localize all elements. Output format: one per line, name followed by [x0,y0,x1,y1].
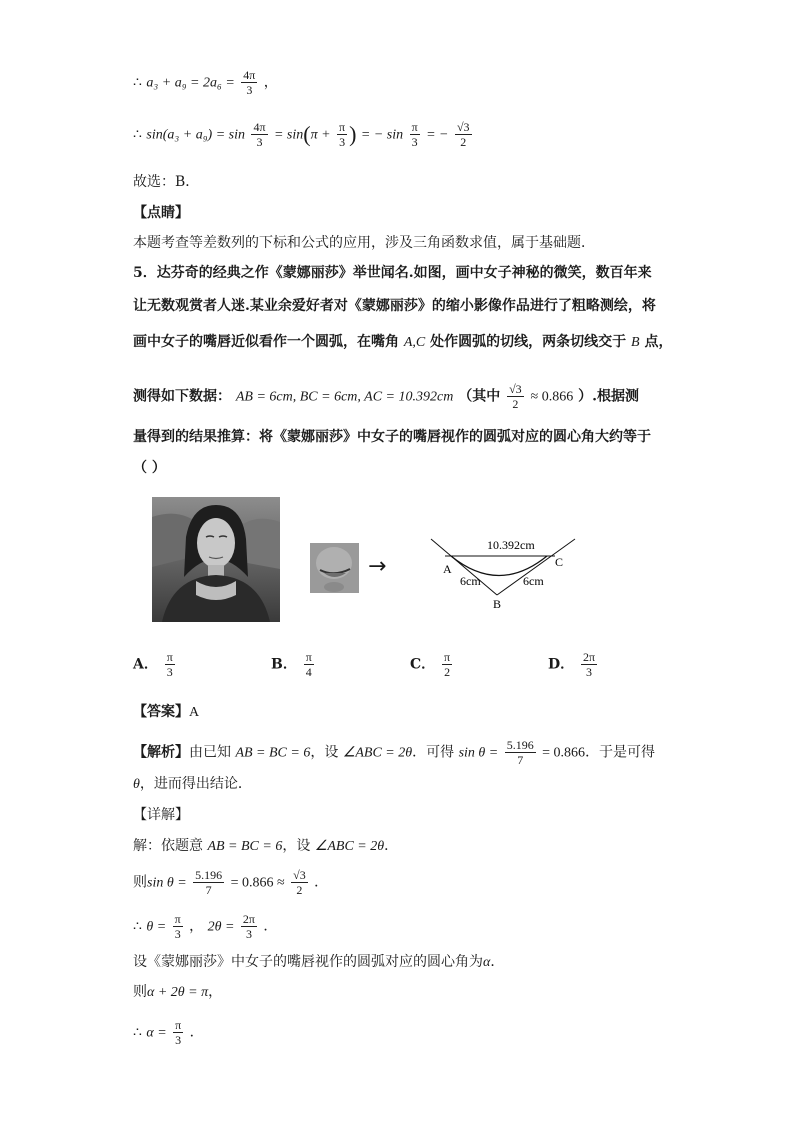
therefore-symbol: ∴ [133,74,142,91]
option-d[interactable]: D． $\frac{2\pi}{3}$ [548,650,596,679]
choose-line: 故选：B． [133,174,200,190]
dianjing-text: 本题考查等差数列的下标和公式的应用，涉及三角函数求值，属于基础题． [133,235,595,251]
detail-heading: 【详解】 [133,807,189,823]
analysis-line-2: θ，进而得出结论． [133,776,252,792]
point-c-label: C [555,555,564,569]
answer-paren: （ ） [133,460,166,476]
question-5-line-2: 让无数观赏者人迷.某业余爱好者对《蒙娜丽莎》的缩小影像作品进行了粗略测绘，将 [133,298,656,314]
question-5-line-4: 测得如下数据： AB = 6cm, BC = 6cm, AC = 10.392cm （其中 $\frac{√3}{2}$ ≈ 0.866 ）.根据测 [133,382,639,411]
fraction: $\frac{4\pi}{3}$ [243,68,256,97]
option-c[interactable]: C． $\frac{\pi}{2}$ [410,650,451,679]
question-5-line-3: 画中女子的嘴唇近似看作一个圆弧，在嘴角 A,C 处作圆弧的切线，两条切线交于 B 点， [133,334,673,350]
detail-line-2: 则sin θ = $\frac{5.196}{7}$ = 0.866 ≈ $\frac{√3}{2}$ ． [133,868,329,897]
arrow-right-icon: → [368,554,387,579]
option-b[interactable]: B． $\frac{\pi}{4}$ [271,650,312,679]
label-bc-length: 6cm [523,574,544,588]
dianjing-heading: 【点睛】 [133,205,189,221]
question-5-line-5: 量得到的结果推算：将《蒙娜丽莎》中女子的嘴唇视作的圆弧对应的圆心角大约等于 [133,429,651,445]
point-b-label: B [493,597,502,611]
eq-sin-line: ∴ sin(a₃ + a₉) = sin $\frac{4\pi}{3}$ = sin(π + $\frac{\pi}{3}$ ) = − sin $\frac{\pi}{3}$ = − $\frac{√3}{2}$ [133,120,470,149]
lip-arc [451,556,547,576]
mona-lisa-image [152,497,280,622]
lips-closeup-image [310,543,359,593]
answer-line [133,702,199,723]
detail-line-6: ∴ α = $\frac{\pi}{3}$ ． [133,1018,204,1047]
question-5-line-1: 5．达芬奇的经典之作《蒙娜丽莎》举世闻名.如图，画中女子神秘的微笑，数百年来 [133,265,652,281]
detail-line-3: ∴ θ = $\frac{\pi}{3}$ ， 2θ = $\frac{2\pi}{3}$ ． [133,912,278,941]
detail-line-5: 则α + 2θ = π， [133,984,223,1000]
label-ab-length: 6cm [460,574,481,588]
tangent-arc-figure [425,533,585,615]
eq-sum-line: ∴ a₃ + a₉ = 2a₆ = $\frac{4\pi}{3}$ ， [133,68,278,97]
point-a-label: A [443,562,452,576]
answer-heading: 【答案】 [133,704,189,720]
detail-line-1: 解：依题意 AB = BC = 6，设 ∠ABC = 2θ． [133,838,399,854]
option-a[interactable]: A． $\frac{\pi}{3}$ [133,650,173,679]
detail-line-4: 设《蒙娜丽莎》中女子的嘴唇视作的圆弧对应的圆心角为α． [133,954,505,970]
therefore-symbol: ∴ [133,126,142,143]
label-ac-length: 10.392cm [487,538,535,552]
answer-value: A [189,705,200,720]
math-expr: a₃ + a₉ = 2a₆ = [146,75,235,91]
analysis-line-1: 【解析】由已知 AB = BC = 6，设 ∠ABC = 2θ．可得 sin θ = $\frac{5.196}{7}$ = 0.866．于是可得 [133,738,656,767]
